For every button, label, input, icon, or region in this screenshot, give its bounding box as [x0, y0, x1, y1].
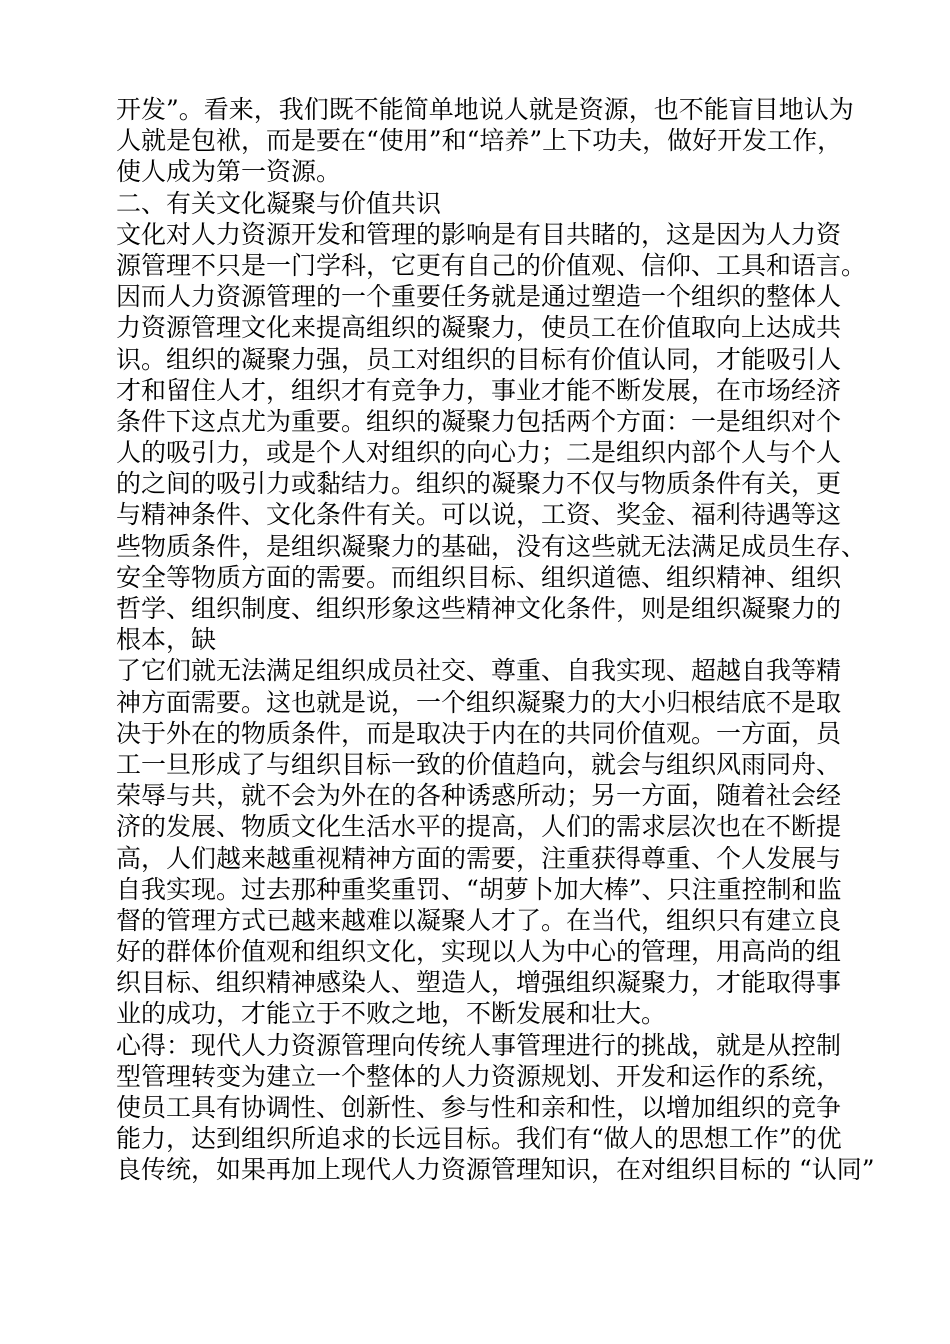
text-line: 心得：现代人力资源管理向传统人事管理进行的挑战，就是从控制: [116, 1030, 842, 1060]
text-line: 源管理不只是一门学科，它更有自己的价值观、信仰、工具和语言。: [116, 250, 867, 280]
text-line: 些物质条件，是组织凝聚力的基础，没有这些就无法满足成员生存、: [116, 531, 867, 561]
text-line: 的之间的吸引力或黏结力。组织的凝聚力不仅与物质条件有关，更: [116, 469, 842, 499]
text-line: 文化对人力资源开发和管理的影响是有目共睹的，这是因为人力资: [116, 219, 842, 249]
text-line: 神方面需要。这也就是说，一个组织凝聚力的大小归根结底不是取: [116, 687, 842, 717]
text-line: 人就是包袱，而是要在“使用”和“培养”上下功夫，做好开发工作，: [116, 126, 843, 156]
text-line: 能力，达到组织所追求的长远目标。我们有“做人的思想工作”的优: [116, 1124, 842, 1154]
text-line: 决于外在的物质条件，而是取决于内在的共同价值观。一方面，员: [116, 718, 842, 748]
text-line: 使员工具有协调性、创新性、参与性和亲和性，以增加组织的竞争: [116, 1093, 842, 1122]
text-line: 高，人们越来越重视精神方面的需要，注重获得尊重、个人发展与: [116, 843, 842, 873]
text-line: 了它们就无法满足组织成员社交、尊重、自我实现、超越自我等精: [116, 656, 842, 686]
text-line: 济的发展、物质文化生活水平的提高，人们的需求层次也在不断提: [116, 812, 842, 842]
text-line: 工一旦形成了与组织目标一致的价值趋向，就会与组织风雨同舟、: [116, 749, 842, 779]
document-body: [116, 94, 875, 1186]
text-line: 荣辱与共，就不会为外在的各种诱惑所动；另一方面，随着社会经: [116, 781, 842, 811]
text-line: 力资源管理文化来提高组织的凝聚力，使员工在价值取向上达成共: [116, 313, 842, 343]
text-line: 督的管理方式已越来越难以凝聚人才了。在当代，组织只有建立良: [116, 905, 842, 935]
text-line: 使人成为第一资源。: [116, 157, 342, 187]
text-line: 根本，缺: [116, 625, 217, 655]
text-line: 业的成功，才能立于不败之地，不断发展和壮大。: [116, 999, 667, 1029]
section-heading: 二、有关文化凝聚与价值共识: [116, 188, 442, 218]
text-line: 条件下这点尤为重要。组织的凝聚力包括两个方面：一是组织对个: [116, 406, 842, 436]
text-line: 开发”。看来，我们既不能简单地说人就是资源，也不能盲目地认为: [116, 95, 854, 124]
text-line: 良传统，如果再加上现代人力资源管理知识，在对组织目标的 “认同”: [116, 1155, 875, 1185]
text-line: 哲学、组织制度、组织形象这些精神文化条件，则是组织凝聚力的: [116, 594, 842, 623]
text-line: 自我实现。过去那种重奖重罚、“胡萝卜加大棒”、只注重控制和监: [116, 874, 842, 904]
text-line: 与精神条件、文化条件有关。可以说，工资、奖金、福利待遇等这: [116, 500, 842, 530]
text-line: 好的群体价值观和组织文化，实现以人为中心的管理，用高尚的组: [116, 937, 842, 967]
text-line: 安全等物质方面的需要。而组织目标、组织道德、组织精神、组织: [116, 562, 842, 592]
text-line: 因而人力资源管理的一个重要任务就是通过塑造一个组织的整体人: [116, 282, 842, 312]
text-line: 织目标、组织精神感染人、塑造人，增强组织凝聚力，才能取得事: [116, 968, 842, 998]
text-line: 才和留住人才，组织才有竞争力，事业才能不断发展，在市场经济: [116, 375, 842, 405]
text-line: 识。组织的凝聚力强，员工对组织的目标有价值认同，才能吸引人: [116, 344, 842, 374]
text-line: 人的吸引力，或是个人对组织的向心力；二是组织内部个人与个人: [116, 438, 842, 468]
text-line: 型管理转变为建立一个整体的人力资源规划、开发和运作的系统，: [116, 1061, 842, 1091]
